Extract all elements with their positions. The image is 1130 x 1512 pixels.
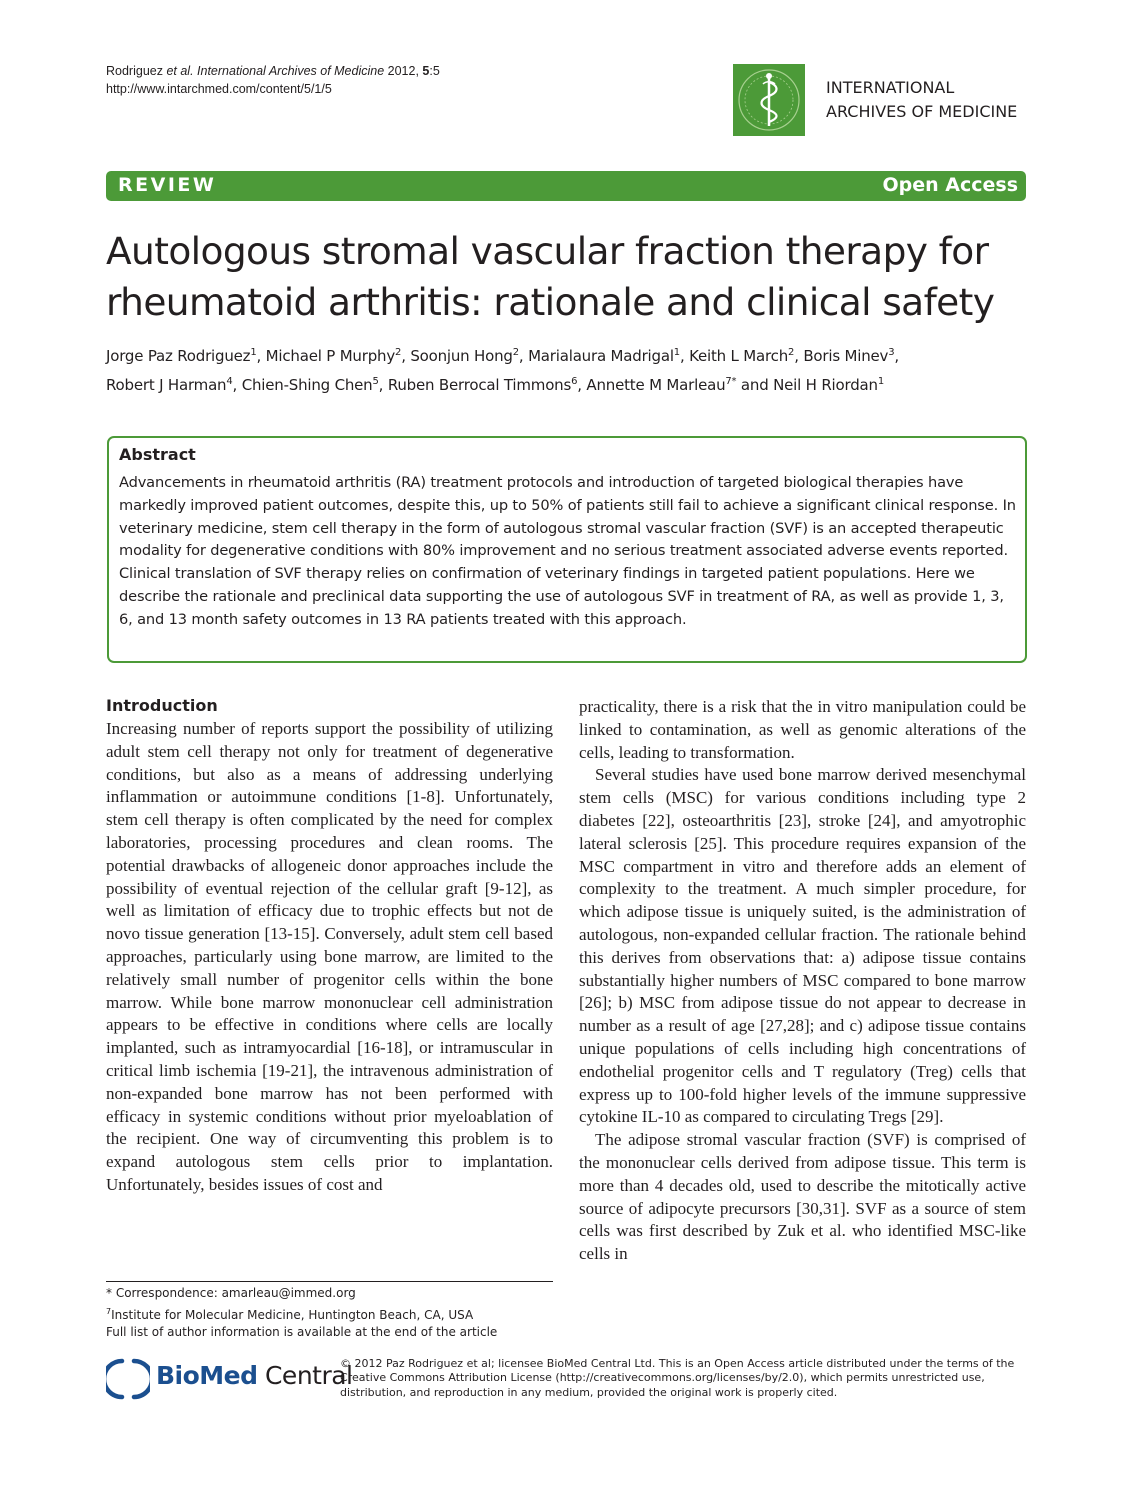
footnotes: [106, 1285, 497, 1342]
author-name: Boris Minev: [803, 347, 889, 365]
abstract-box: [107, 436, 1027, 663]
citation-block: [106, 62, 440, 98]
author-affiliation: 2: [395, 347, 402, 358]
author-name: Keith L March: [689, 347, 789, 365]
author-info-note: Full list of author information is available at the end of the article: [106, 1325, 498, 1339]
author-name: Chien-Shing Chen: [241, 376, 373, 394]
author-affiliation: 1: [877, 376, 884, 387]
abstract-text: Advancements in rheumatoid arthritis (RA) treatment protocols and introduction of targeted biological therapies have markedly improved patient outcomes, despite this, up to 50% of patients still fail to achieve a significant clinical response. In veterinary medicine, stem cell therapy in the form of autologous stromal vascular fraction (SVF) is an accepted therapeutic modality for degenerative conditions with 80% improvement and no serious treatment associated adverse events reported. Clinical translation of SVF therapy relies on confirmation of veterinary findings in targeted patient populations. Here we describe the rationale and preclinical data supporting the use of autologous SVF in treatment of RA, as well as provide 1, 3, 6, and 13 month safety outcomes in 13 RA patients treated with this approach.: [119, 474, 1016, 628]
publisher-logo: [106, 1357, 353, 1401]
citation-journal: International Archives of Medicine: [193, 64, 385, 78]
author-affiliation: 2: [512, 347, 519, 358]
author-name: Soonjun Hong: [410, 347, 513, 365]
article-title: [106, 226, 1046, 328]
authors-conjunction: and: [736, 376, 774, 394]
author-affiliation: 6: [571, 376, 578, 387]
caduceus-icon: [733, 64, 805, 136]
author-name: Neil H Riordan: [773, 376, 878, 394]
body-paragraph: practicality, there is a risk that the in vitro manipulation could be linked to contamination, as well as genomic alterations of the cells, leading to transformation.: [579, 697, 1026, 762]
body-column-right: [579, 696, 1026, 1266]
author-name: Jorge Paz Rodriguez: [106, 347, 251, 365]
author-name: Marialaura Madrigal: [528, 347, 674, 365]
title-line2: rheumatoid arthritis: rationale and clinical safety: [106, 280, 995, 324]
section-heading-introduction: Introduction: [106, 696, 218, 715]
journal-name: [826, 76, 1017, 124]
author-list: Jorge Paz Rodriguez$^1$, Michael P Murphy$^2$, Soonjun Hong$^2$, Marialaura Madrigal$^1$, Keith L March$^2$, Boris Minev$^3$, Robert J Harman$^4$, Chien-Shing Chen$^5$, Ruben Berrocal Timmons$^6$, Annette M Marleau$^{7*}$ and Neil H Riordan$^1$: [106, 347, 899, 394]
article-type-banner: [106, 171, 1026, 201]
citation-authors: Rodriguez: [106, 64, 167, 78]
author-affiliation: 1: [673, 347, 680, 358]
abstract-heading: Abstract: [119, 445, 196, 464]
author-affiliation: 1: [250, 347, 257, 358]
citation-year: 2012,: [384, 64, 423, 78]
author-affiliation: 3: [888, 347, 895, 358]
body-paragraph: Several studies have used bone marrow derived mesenchymal stem cells (MSC) for various conditions including type 2 diabetes [22], osteoarthritis [23], stroke [24], and amyotrophic lateral sclerosis [25]. This procedure requires expansion of the MSC compartment in vitro and therefore adds an element of complexity to the treatment. A much simpler procedure, for which adipose tissue is uniquely suited, is the administration of autologous, non-expanded cellular fraction. The rationale behind this derives from observations that: a) adipose tissue contains substantially higher numbers of MSC compared to bone marrow [26]; b) MSC from adipose tissue do not appear to decrease in number as a result of age [27,28]; and c) adipose tissue contains unique populations of cells including high concentrations of endothelial progenitor cells and T regulatory (Treg) cells that express up to 100-fold higher levels of the immune suppressive cytokine IL-10 as compared to circulating Tregs [29].: [579, 765, 1026, 1127]
publisher-name-bold: BioMed: [156, 1361, 258, 1390]
publisher-name-light: Central: [257, 1361, 353, 1390]
author-affiliation: 7*: [725, 376, 737, 387]
affiliation-note: [106, 1303, 497, 1325]
author-name: Annette M Marleau: [586, 376, 726, 394]
citation-etal: et al.: [166, 64, 194, 78]
biomed-central-icon: [106, 1357, 150, 1401]
article-type: REVIEW: [118, 174, 217, 196]
author-name: Michael P Murphy: [265, 347, 396, 365]
citation-line: [106, 62, 440, 80]
open-access-label: Open Access: [882, 174, 1018, 196]
title-line1: Autologous stromal vascular fraction therapy for: [106, 229, 989, 273]
citation-volume: 5: [422, 64, 430, 78]
author-affiliation: 2: [788, 347, 795, 358]
journal-name-line1: INTERNATIONAL: [826, 78, 955, 97]
footnote-divider: [106, 1281, 553, 1282]
body-paragraph: Increasing number of reports support the possibility of utilizing adult stem cell therapy not only for treatment of degenerative conditions, but also as a means of addressing underlying inflammation or autoimmune conditions [1-8]. Unfortunately, stem cell therapy is often complicated by the need for complex laboratories, processing procedures and clean rooms. The potential drawbacks of allogeneic donor approaches include the possibility of eventual rejection of the cellular graft [9-12], as well as limitation of efficacy due to trophic effects but not de novo tissue generation [13-15]. Conversely, adult stem cell based approaches, particularly using bone marrow, are limited to the relatively small number of progenitor cells within the bone marrow. While bone marrow mononuclear cell administration appears to be effective in conditions where cells are locally implanted, such as intramyocardial [16-18], or intramuscular in critical limb ischemia [19-21], the intravenous administration of non-expanded bone marrow has not been performed with efficacy in systemic conditions without prior myeloablation of the recipient. One way of circumventing this problem is to expand autologous stem cells prior to implantation. Unfortunately, besides issues of cost and: [106, 719, 553, 1194]
author-name: Robert J Harman: [106, 376, 227, 394]
body-column-left: [106, 694, 553, 1197]
publisher-name: [156, 1361, 353, 1390]
author-affiliation: 4: [226, 376, 233, 387]
journal-name-line2: ARCHIVES OF MEDICINE: [826, 102, 1018, 121]
author-name: Ruben Berrocal Timmons: [387, 376, 572, 394]
author-affiliation: 5: [372, 376, 379, 387]
affiliation-text: Institute for Molecular Medicine, Huntington Beach, CA, USA: [111, 1307, 474, 1322]
article-url[interactable]: http://www.intarchmed.com/content/5/1/5: [106, 82, 332, 96]
citation-issue: :5: [429, 64, 440, 78]
affiliation-mark: 7: [106, 1306, 112, 1316]
license-text: © 2012 Paz Rodriguez et al; licensee BioMed Central Ltd. This is an Open Access article distributed under the terms of the Creative Commons Attribution License (http://creativecommons.org/licenses/by/2.0), which permits unrestricted use, distribution, and reproduction in any medium, provided the original work is properly cited.: [340, 1357, 1015, 1399]
correspondence-note: * Correspondence: amarleau@immed.org: [106, 1286, 356, 1300]
body-paragraph: The adipose stromal vascular fraction (SVF) is comprised of the mononuclear cells derived from adipose tissue. This term is more than 4 decades old, used to describe the mitotically active source of adipocyte precursors [30,31]. SVF as a source of stem cells was first described by Zuk et al. who identified MSC-like cells in: [579, 1130, 1026, 1264]
